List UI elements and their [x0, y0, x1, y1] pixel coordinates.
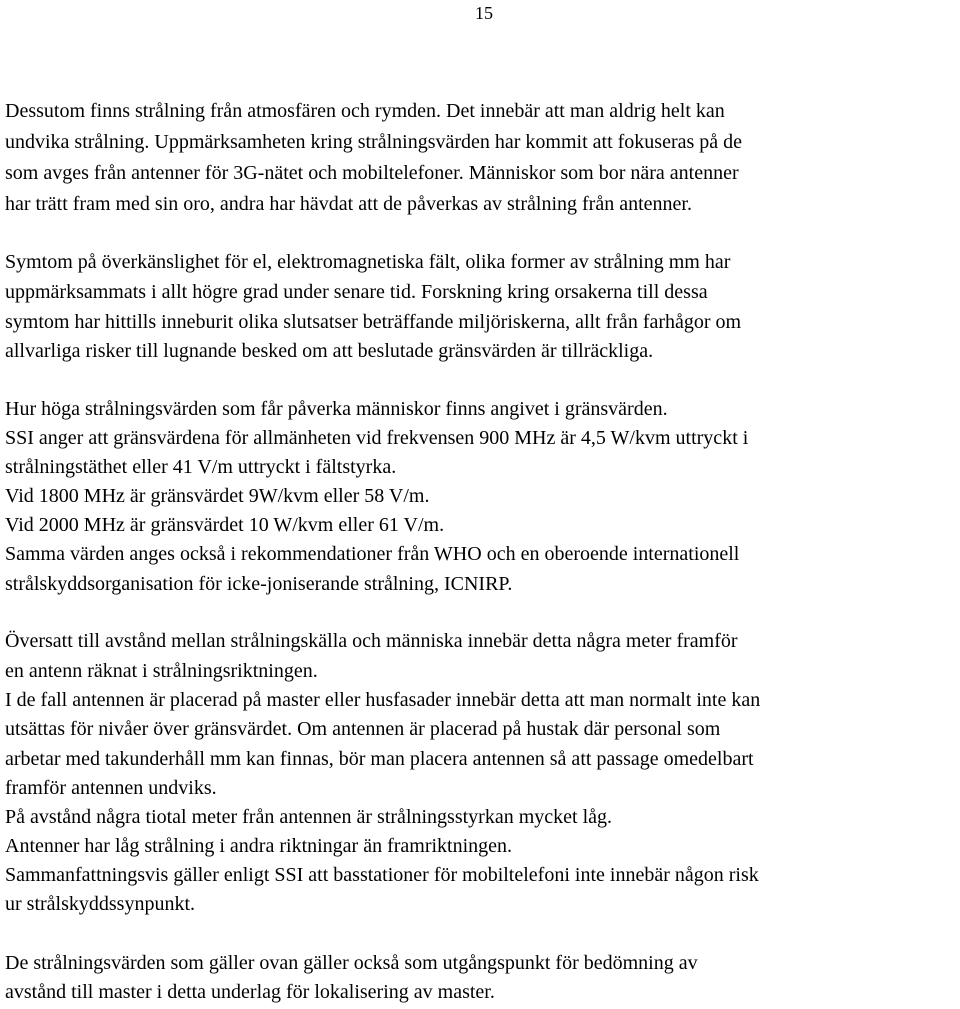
text-line: Samma värden anges också i rekommendationer från WHO och en oberoende internationell: [5, 543, 740, 565]
text-line: Översatt till avstånd mellan strålningskälla och människa innebär detta några meter framför: [5, 630, 738, 652]
text-line: strålskyddsorganisation för icke-joniserande strålning, ICNIRP.: [5, 573, 513, 595]
text-line: I de fall antennen är placerad på master eller husfasader innebär detta att man normalt inte kan: [5, 689, 761, 711]
text-line: uppmärksammats i allt högre grad under senare tid. Forskning kring orsakerna till dessa: [5, 281, 708, 303]
page-number: 15: [475, 3, 493, 23]
text-line: som avges från antenner för 3G-nätet och mobiltelefoner. Människor som bor nära antenner: [5, 162, 739, 184]
text-line: har trätt fram med sin oro, andra har hävdat att de påverkas av strålning från antenner.: [5, 193, 692, 215]
text-line: De strålningsvärden som gäller ovan gäller också som utgångspunkt för bedömning av: [5, 952, 698, 974]
text-line: SSI anger att gränsvärdena för allmänheten vid frekvensen 900 MHz är 4,5 W/kvm uttryckt i: [5, 427, 749, 449]
text-line: Hur höga strålningsvärden som får påverka människor finns angivet i gränsvärden.: [5, 398, 668, 420]
text-line: Symtom på överkänslighet för el, elektromagnetiska fält, olika former av strålning mm har: [5, 251, 731, 273]
text-line: utsättas för nivåer över gränsvärdet. Om antennen är placerad på hustak där personal som: [5, 718, 721, 740]
text-line: symtom har hittills inneburit olika slutsatser beträffande miljöriskerna, allt från farhågor om: [5, 311, 742, 333]
text-line: Dessutom finns strålning från atmosfären och rymden. Det innebär att man aldrig helt kan: [5, 100, 725, 122]
text-line: allvarliga risker till lugnande besked om att beslutade gränsvärden är tillräckliga.: [5, 340, 654, 362]
text-line: strålningstäthet eller 41 V/m uttryckt i fältstyrka.: [5, 456, 397, 478]
text-line: en antenn räknat i strålningsriktningen.: [5, 660, 318, 682]
text-line: framför antennen undviks.: [5, 777, 217, 799]
text-line: undvika strålning. Uppmärksamheten kring strålningsvärden har kommit att fokuseras på de: [5, 131, 743, 153]
text-line: avstånd till master i detta underlag för lokalisering av master.: [5, 981, 495, 1003]
text-line: Vid 2000 MHz är gränsvärdet 10 W/kvm eller 61 V/m.: [5, 514, 445, 536]
text-line: Antenner har låg strålning i andra riktningar än framriktningen.: [5, 835, 513, 857]
text-line: arbetar med takunderhåll mm kan finnas, bör man placera antennen så att passage omedelbart: [5, 748, 754, 770]
text-line: Vid 1800 MHz är gränsvärdet 9W/kvm eller 58 V/m.: [5, 485, 430, 507]
text-line: På avstånd några tiotal meter från antennen är strålningsstyrkan mycket låg.: [5, 806, 613, 828]
text-line: Sammanfattningsvis gäller enligt SSI att basstationer för mobiltelefoni inte innebär någon risk: [5, 864, 759, 886]
text-line: ur strålskyddssynpunkt.: [5, 893, 195, 915]
